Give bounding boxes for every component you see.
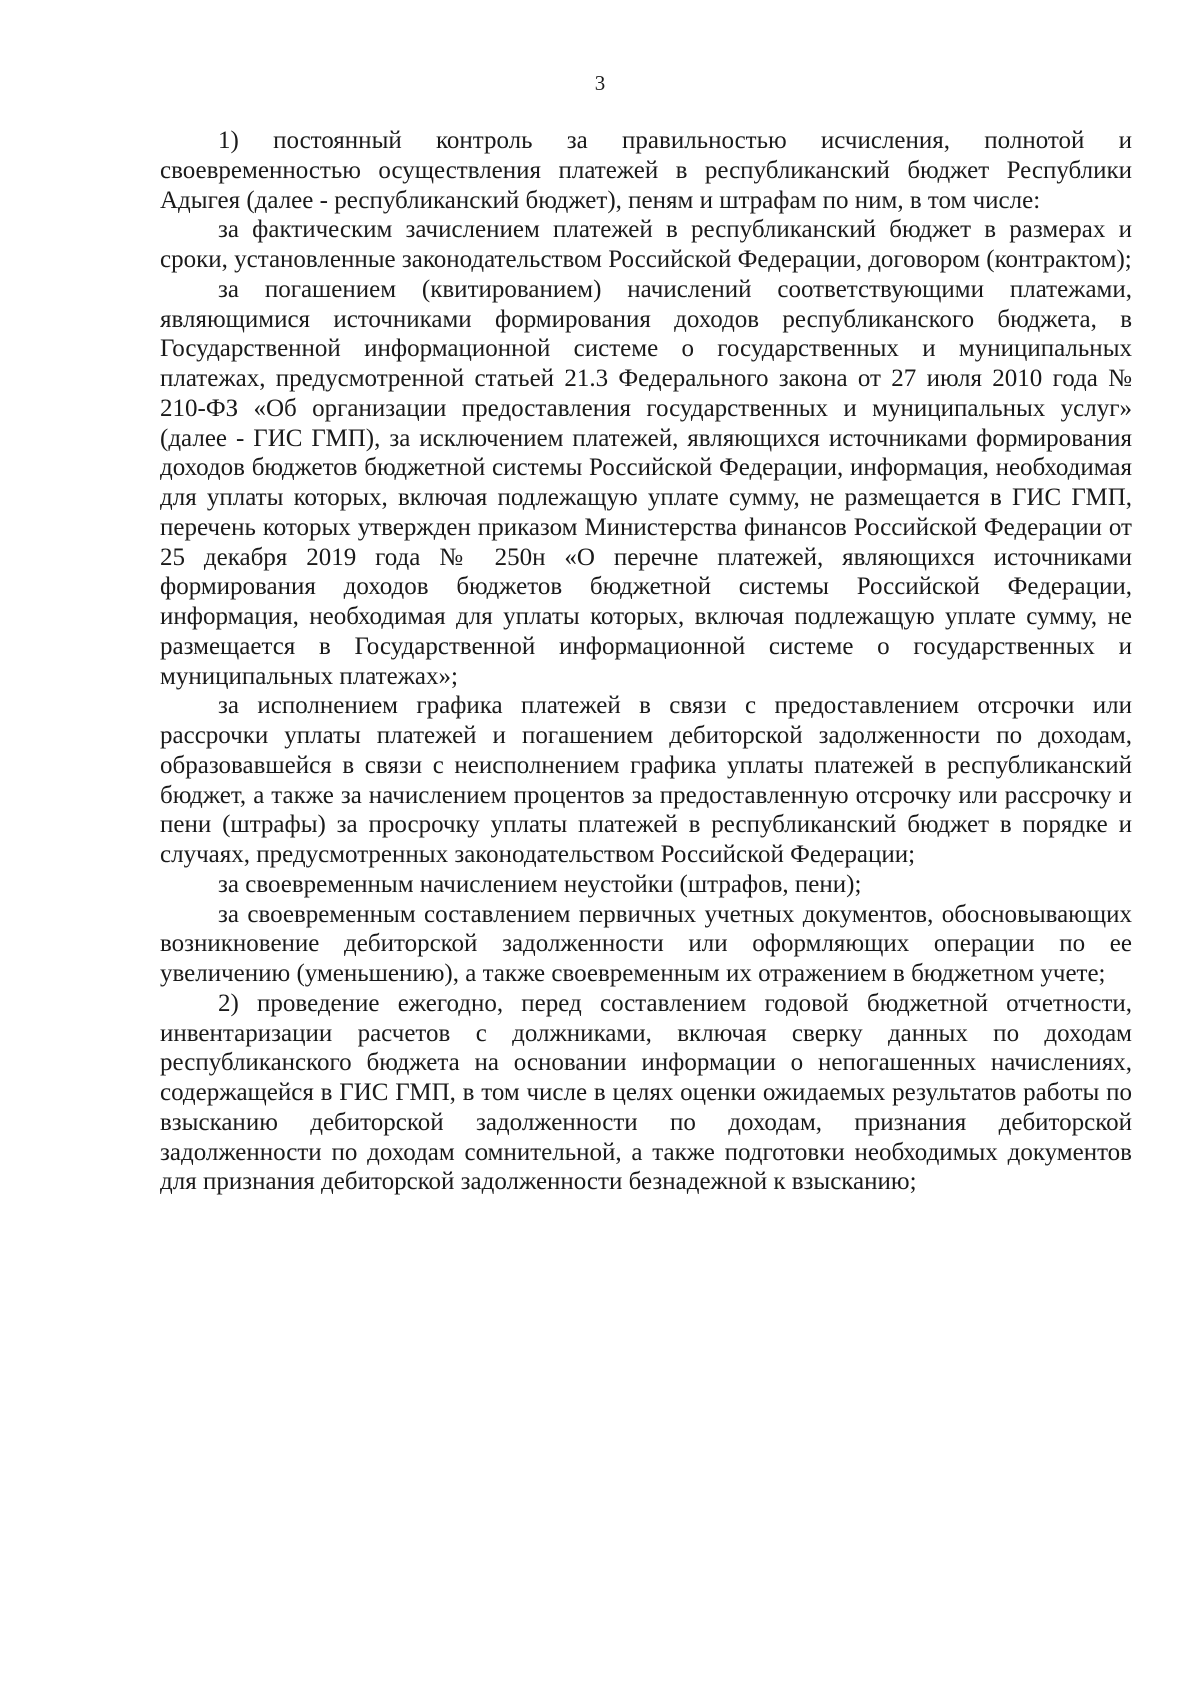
page-number: 3 bbox=[594, 71, 606, 95]
paragraph-item-2-inventory: 2) проведение ежегодно, перед составлением годовой бюджетной отчетности, инвентаризации расчетов с должниками, включая сверку данных по доходам республиканского бюджета на основании информации о непогашенных начислениях, содержащейся в ГИС ГМП, в том числе в целях оценки ожидаемых результатов работы по взысканию дебиторской задолженности по доходам, признания дебиторской задолженности по доходам сомнительной, а также подготовки необходимых документов для признания дебиторской задолженности безнадежной к взысканию; bbox=[160, 989, 1132, 1196]
paragraph-repayment-gis-gmp: за погашением (квитированием) начислений соответствующими платежами, являющимися источниками формирования доходов республиканского бюджета, в Государственной информационной системе о государственных и муниципальных платежах, предусмотренной статьей 21.3 Федерального закона от 27 июля 2010 года № 210-ФЗ «Об организации предоставления государственных и муниципальных услуг» (далее - ГИС ГМП), за исключением платежей, являющихся источниками формирования доходов бюджетов бюджетной системы Российской Федерации, информация, необходимая для уплаты которых, включая подлежащую уплате сумму, не размещается в ГИС ГМП, перечень которых утвержден приказом Министерства финансов Российской Федерации от 25 декабря 2019 года № 250н «О перечне платежей, являющихся источниками формирования доходов бюджетов бюджетной системы Российской Федерации, информация, необходимая для уплаты которых, включая подлежащую уплате сумму, не размещается в Государственной информационной системе о государственных и муниципальных платежах»; bbox=[160, 275, 1132, 690]
paragraph-actual-crediting: за фактическим зачислением платежей в республиканский бюджет в размерах и сроки, установленные законодательством Российской Федерации, договором (контрактом); bbox=[160, 216, 1132, 273]
paragraph-penalty-accrual: за своевременным начислением неустойки (штрафов, пени); bbox=[218, 870, 862, 898]
paragraph-item-1-control: 1) постоянный контроль за правильностью исчисления, полнотой и своевременностью осуществления платежей в республиканский бюджет Республики Адыгея (далее - республиканский бюджет), пеням и штрафам по ним, в том числе: bbox=[160, 127, 1132, 214]
paragraph-payment-schedule: за исполнением графика платежей в связи с предоставлением отсрочки или рассрочки уплаты платежей и погашением дебиторской задолженности по доходам, образовавшейся в связи с неисполнением графика уплаты платежей в республиканский бюджет, а также за начислением процентов за предоставленную отсрочку или рассрочку и пени (штрафы) за просрочку уплаты платежей в республиканский бюджет в порядке и случаях, предусмотренных законодательством Российской Федерации; bbox=[160, 692, 1132, 868]
document-body bbox=[160, 126, 1132, 1197]
paragraph-primary-documents: за своевременным составлением первичных учетных документов, обосновывающих возникновение дебиторской задолженности или оформляющих операции по ее увеличению (уменьшению), а также своевременным их отражением в бюджетном учете; bbox=[160, 900, 1132, 987]
